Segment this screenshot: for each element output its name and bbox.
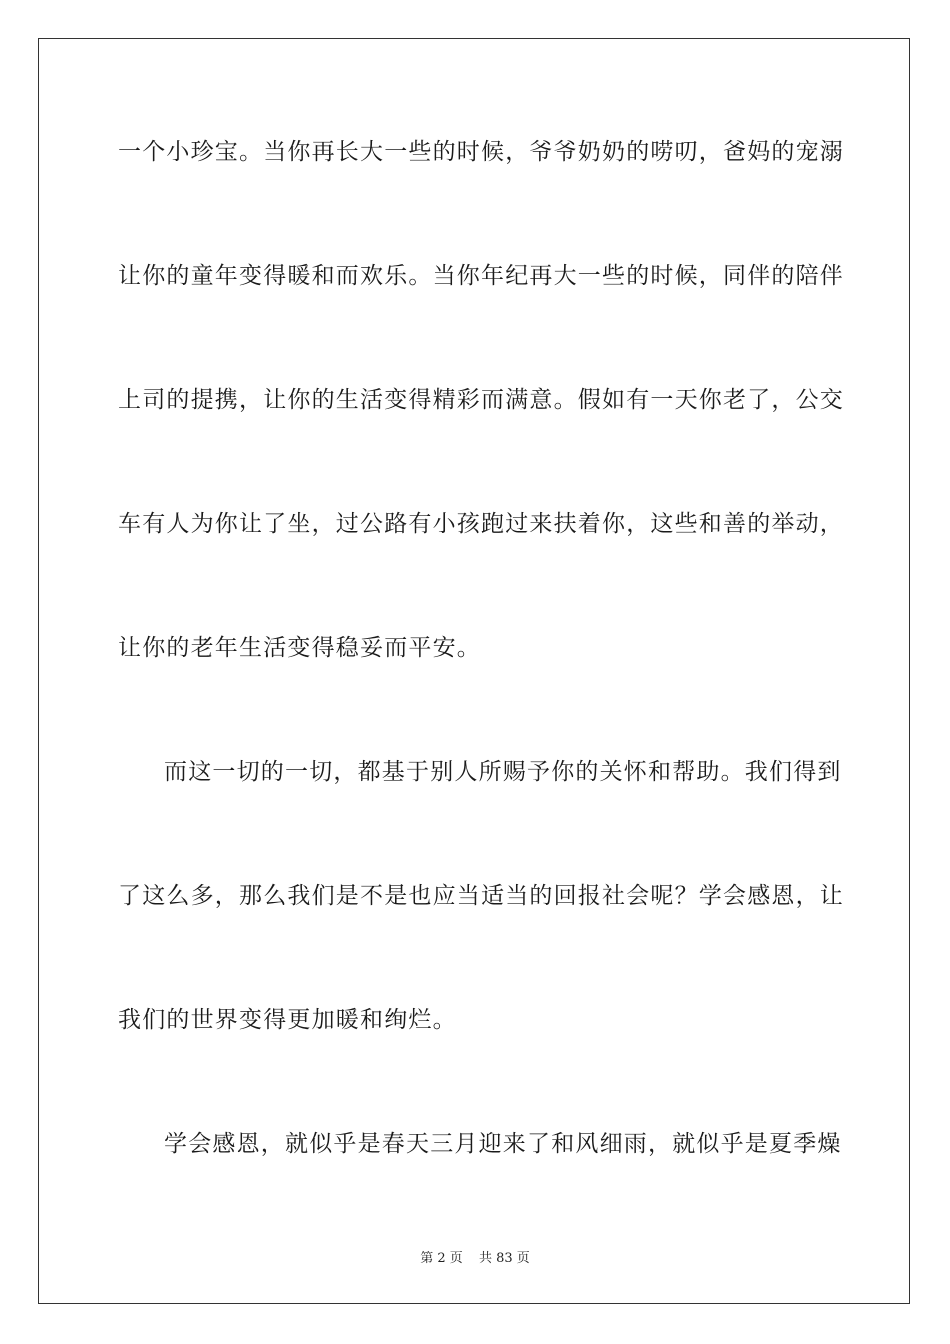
paragraph-start-line: 而这一切的一切，都基于别人所赐予你的关怀和帮助。我们得到 (164, 759, 842, 785)
page-number: 第 2 页 (420, 1251, 463, 1266)
body-text-line: 上司的提携，让你的生活变得精彩而满意。假如有一天你老了，公交 (118, 387, 844, 413)
paragraph-start-line: 学会感恩，就似乎是春天三月迎来了和风细雨，就似乎是夏季燥 (164, 1131, 842, 1157)
body-text-line: 我们的世界变得更加暖和绚烂。 (118, 1007, 457, 1033)
total-pages: 共 83 页 (478, 1251, 530, 1266)
body-text-line: 车有人为你让了坐，过公路有小孩跑过来扶着你，这些和善的举动， (118, 511, 844, 537)
page-footer (0, 1247, 950, 1266)
body-text-line: 让你的老年生活变得稳妥而平安。 (118, 635, 481, 661)
body-text-line: 了这么多，那么我们是不是也应当适当的回报社会呢？学会感恩，让 (118, 883, 844, 909)
body-text-line: 一个小珍宝。当你再长大一些的时候，爷爷奶奶的唠叨，爸妈的宠溺 (118, 139, 844, 165)
body-text-line: 让你的童年变得暖和而欢乐。当你年纪再大一些的时候，同伴的陪伴 (118, 263, 844, 289)
page-border (38, 38, 910, 1304)
